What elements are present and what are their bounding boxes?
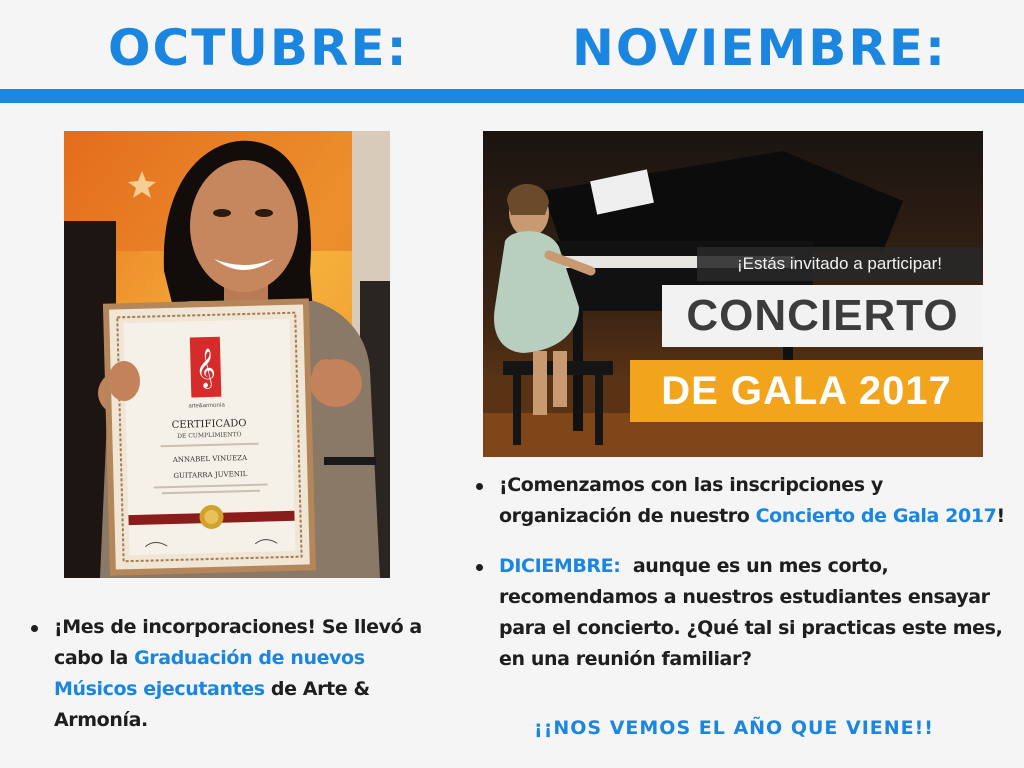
graduation-photo xyxy=(64,131,390,578)
concert-highlight: Concierto de Gala 2017 xyxy=(755,505,997,527)
banner-invite: ¡Estás invitado a participar! xyxy=(697,247,982,281)
november-text-1: ¡Comenzamos con las inscripciones y organización de nuestro xyxy=(499,474,883,527)
certificate-course: GUITARRA JUVENIL xyxy=(173,470,248,480)
december-label: DICIEMBRE: xyxy=(499,555,621,577)
november-bullet xyxy=(475,470,1020,532)
certificate-brand: arte&armonía xyxy=(188,402,225,410)
october-heading: OCTUBRE: xyxy=(108,19,409,77)
banner-gala: DE GALA 2017 xyxy=(630,360,983,422)
november-bullet-list xyxy=(475,470,1020,675)
december-text: aunque es un mes corto, recomendamos a nuestros estudiantes ensayar para el concierto. ¿Qué tal si practicas este mes, en una reunión familiar? xyxy=(499,555,1009,670)
december-bullet xyxy=(475,551,1020,675)
october-bullet-list xyxy=(30,612,430,736)
header-divider xyxy=(0,89,1024,103)
certificate-subtitle: DE CUMPLIMIENTO xyxy=(177,431,242,440)
november-heading: NOVIEMBRE: xyxy=(572,19,947,77)
certificate-title: CERTIFICADO xyxy=(171,418,247,431)
bullet-dot xyxy=(476,483,483,490)
svg-text:𝄞: 𝄞 xyxy=(195,347,217,389)
banner-concierto: CONCIERTO xyxy=(662,285,983,347)
october-bullet xyxy=(30,612,430,736)
graduation-highlight: Graduación de nuevos Músicos ejecutantes xyxy=(54,647,365,700)
footer-message: ¡¡NOS VEMOS EL AÑO QUE VIENE!! xyxy=(534,717,934,739)
november-text-2: ! xyxy=(996,505,1005,527)
certificate-name: ANNABEL VINUEZA xyxy=(172,454,248,464)
bullet-dot xyxy=(476,564,483,571)
october-text-2: de Arte & Armonía. xyxy=(54,678,370,731)
october-text-1: ¡Mes de incorporaciones! Se llevó a cabo la xyxy=(54,616,422,669)
bullet-dot xyxy=(31,625,38,632)
